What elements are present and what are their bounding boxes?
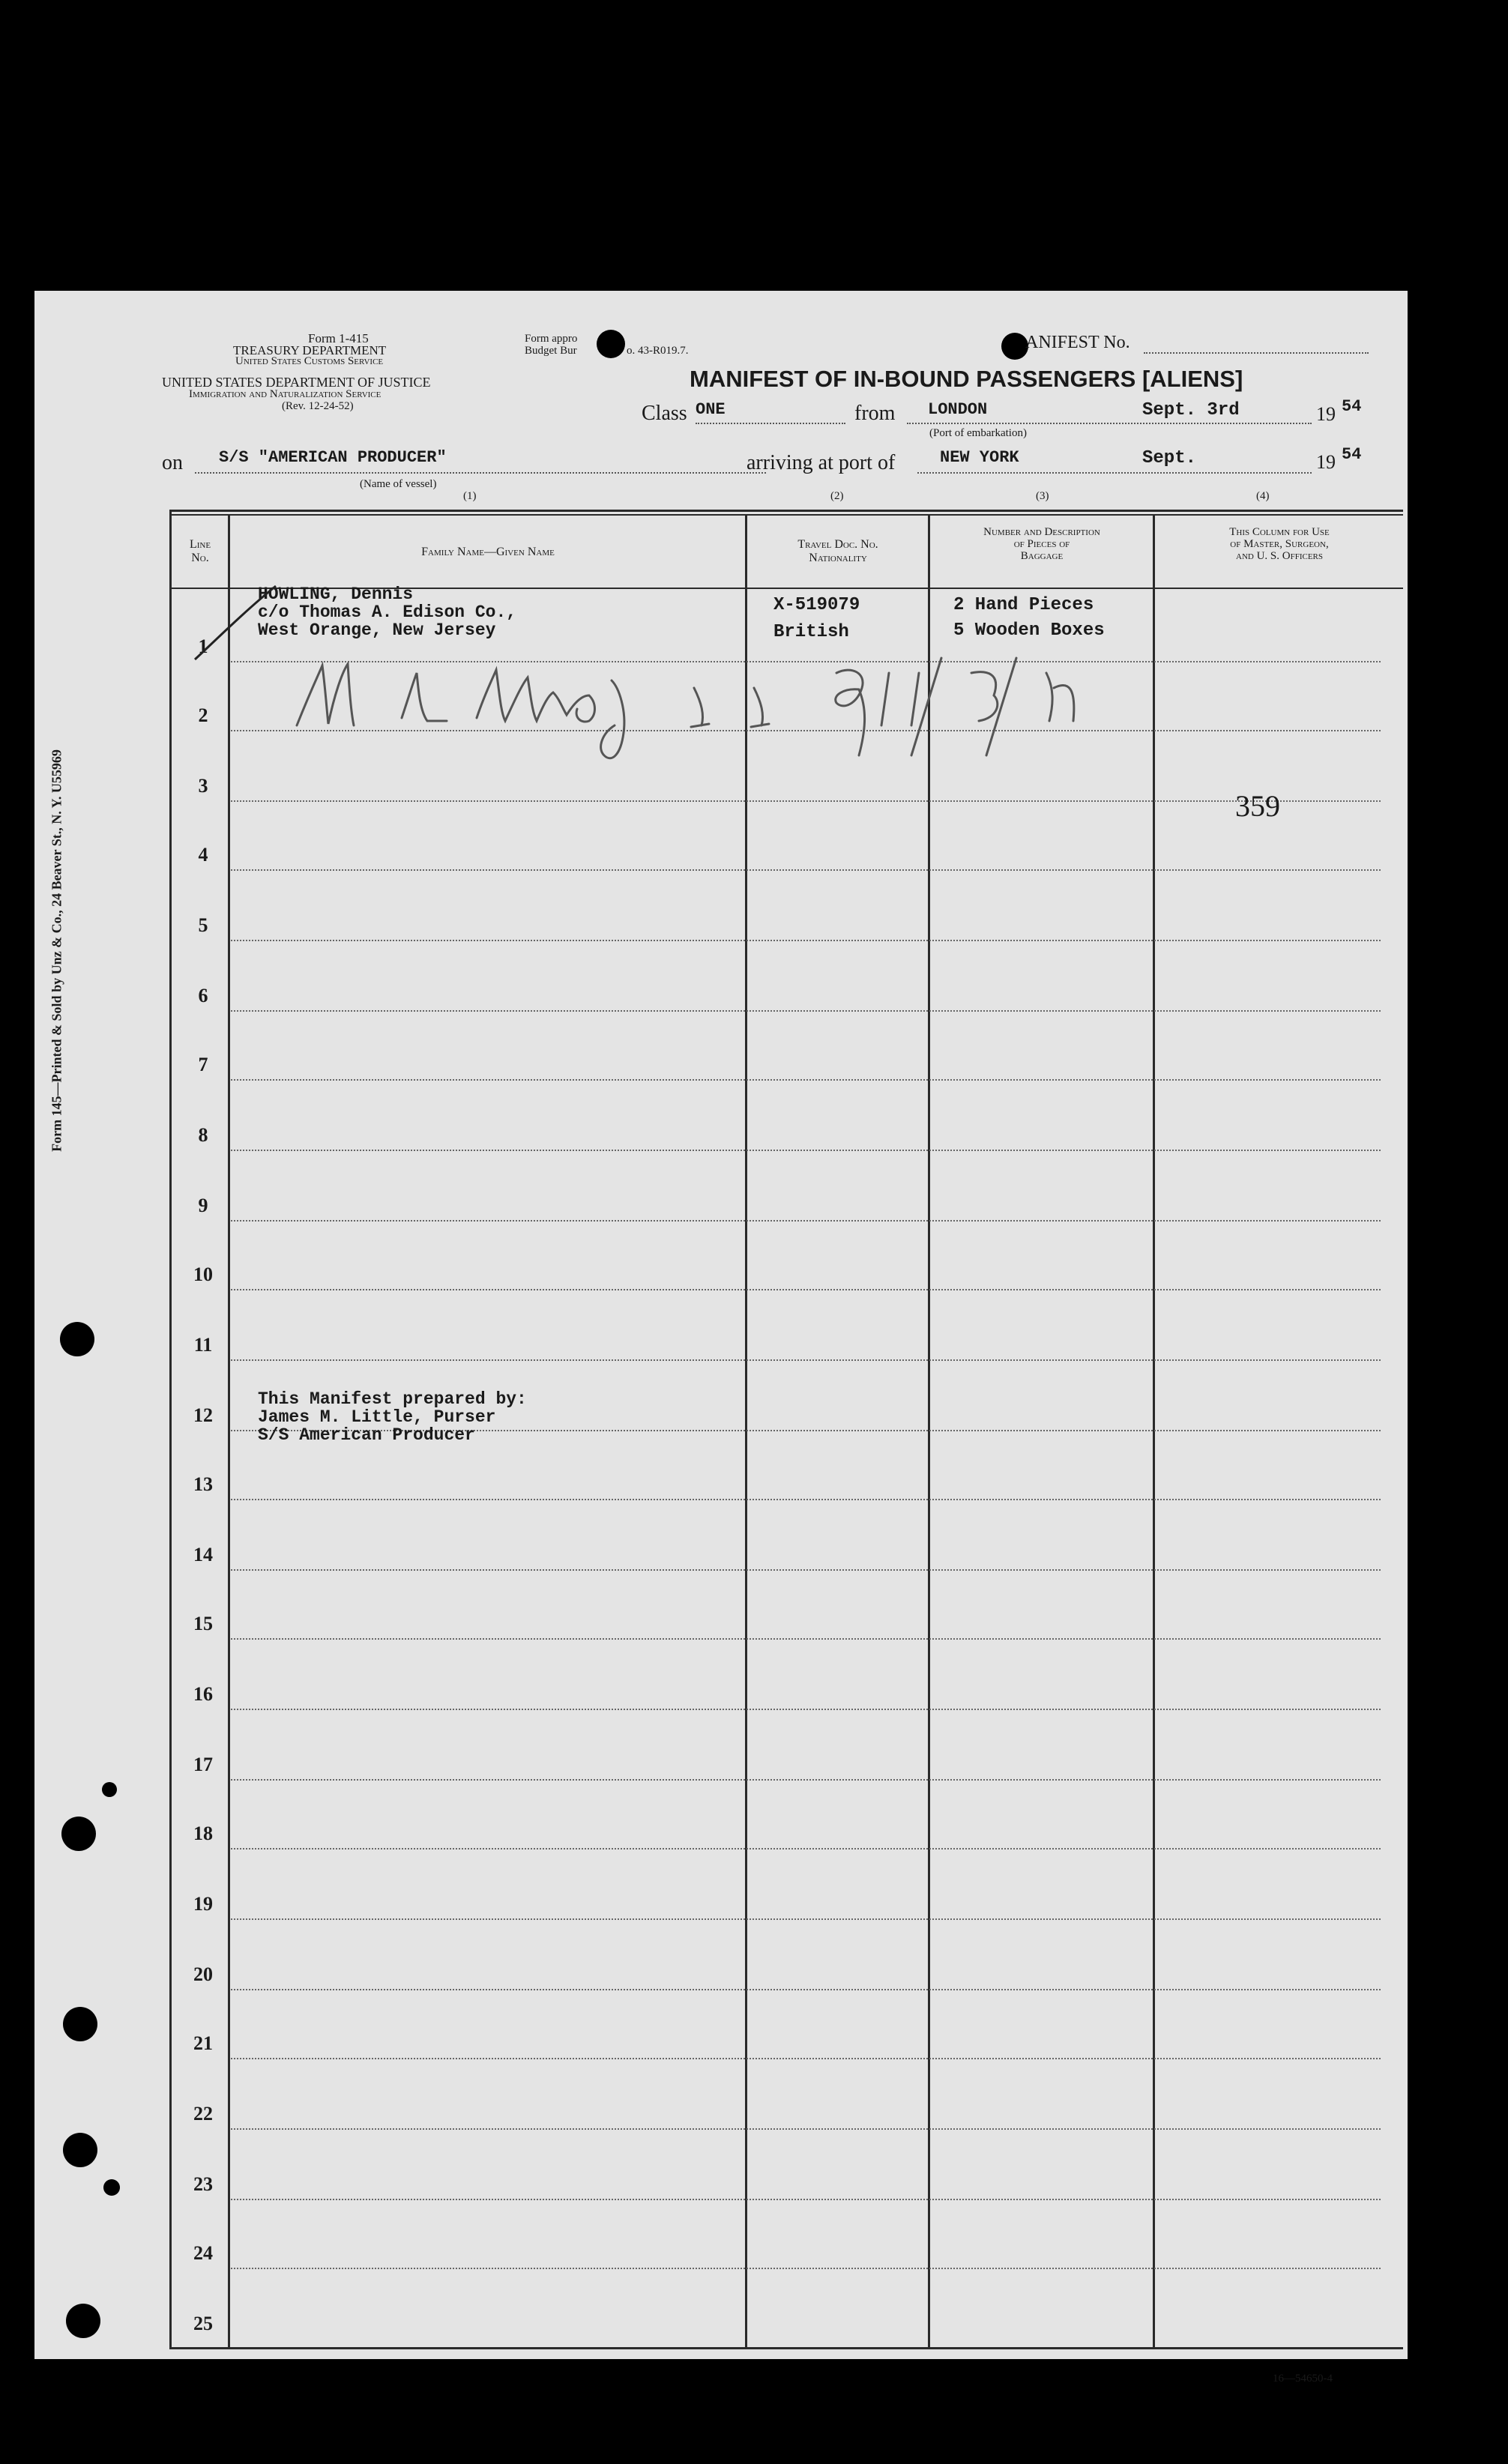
arrival-year-value: 54 bbox=[1342, 445, 1362, 464]
manifest-title: MANIFEST OF IN-BOUND PASSENGERS [ALIENS] bbox=[690, 366, 1243, 392]
header-baggage-c: Baggage bbox=[1020, 550, 1064, 562]
embark-note: (Port of embarkation) bbox=[929, 427, 1027, 439]
row-rule bbox=[231, 1709, 1381, 1710]
line-number: 14 bbox=[193, 1544, 213, 1565]
arrival-date-value: Sept. bbox=[1142, 448, 1197, 468]
line-number: 16 bbox=[193, 1683, 213, 1705]
line-number: 12 bbox=[193, 1404, 213, 1426]
punch-hole bbox=[60, 1322, 94, 1356]
row-rule bbox=[231, 1638, 1381, 1640]
row-rule bbox=[231, 1289, 1381, 1290]
passenger-address-2: West Orange, New Jersey bbox=[258, 620, 496, 640]
passenger-address-1: c/o Thomas A. Edison Co., bbox=[258, 603, 517, 622]
arrival-year-prefix: 19 bbox=[1316, 451, 1336, 473]
col-num-3: (3) bbox=[1036, 490, 1049, 502]
line-number: 6 bbox=[198, 985, 208, 1006]
header-officers-b: of Master, Surgeon, bbox=[1230, 538, 1329, 550]
header-line-b: No. bbox=[191, 552, 209, 564]
class-label: Class bbox=[642, 402, 687, 425]
line-number: 19 bbox=[193, 1893, 213, 1915]
punch-hole bbox=[63, 2007, 97, 2041]
line-number: 15 bbox=[193, 1613, 213, 1634]
row-rule bbox=[231, 940, 1381, 941]
revision: (Rev. 12-24-52) bbox=[282, 400, 354, 412]
header-line-a: Line bbox=[189, 538, 211, 551]
budget-bureau: Budget Bur bbox=[525, 345, 577, 357]
baggage-col-divider bbox=[1153, 514, 1155, 2349]
handwritten-annotation bbox=[259, 643, 1324, 763]
line-number: 1 bbox=[198, 635, 208, 657]
line-number: 8 bbox=[198, 1124, 208, 1146]
header-travel-a: Travel Doc. No. bbox=[797, 538, 878, 551]
line-number: 24 bbox=[193, 2242, 213, 2264]
form-number: Form 1-415 bbox=[308, 331, 369, 345]
vessel-value: S/S "AMERICAN PRODUCER" bbox=[219, 448, 447, 467]
name-col-divider bbox=[745, 514, 747, 2349]
manifest-no-label: ANIFEST No. bbox=[1025, 333, 1130, 352]
header-baggage-a: Number and Description bbox=[983, 526, 1100, 538]
binding-blot bbox=[1001, 333, 1028, 360]
vessel-line bbox=[195, 472, 766, 474]
vessel-signature: S/S American Producer bbox=[258, 1425, 475, 1445]
passenger-name: HOWLING, Dennis bbox=[258, 585, 414, 604]
row-rule bbox=[231, 2268, 1381, 2269]
purser-name: James M. Little, Purser bbox=[258, 1407, 496, 1427]
line-number: 21 bbox=[193, 2032, 213, 2054]
line-number: 3 bbox=[198, 775, 208, 797]
line-number: 7 bbox=[198, 1054, 208, 1075]
from-label: from bbox=[854, 402, 896, 425]
printer-note: Form 145—Printed & Sold by Unz & Co., 24 Beaver St., N. Y. U55969 bbox=[49, 749, 64, 1152]
footer-code: 16—54650-4 bbox=[1273, 2373, 1333, 2385]
punch-hole bbox=[61, 1817, 96, 1851]
table-bottom-rule bbox=[171, 2347, 1403, 2349]
binding-blot bbox=[597, 330, 625, 358]
punch-hole bbox=[66, 2304, 100, 2338]
on-label: on bbox=[162, 451, 183, 474]
punch-hole bbox=[64, 2430, 99, 2464]
baggage-line-1: 2 Hand Pieces bbox=[953, 595, 1094, 615]
line-number: 20 bbox=[193, 1963, 213, 1985]
line-number: 4 bbox=[198, 844, 208, 866]
table-left-border bbox=[169, 510, 172, 2349]
row-rule bbox=[231, 1079, 1381, 1081]
row-rule bbox=[231, 2199, 1381, 2200]
treasury-dept: TREASURY DEPARTMENT bbox=[233, 343, 387, 357]
line-number: 18 bbox=[193, 1823, 213, 1844]
row-rule bbox=[231, 1848, 1381, 1849]
ins-service: Immigration and Naturalization Service bbox=[189, 388, 381, 400]
date-value: Sept. 3rd bbox=[1142, 400, 1240, 420]
col-num-2: (2) bbox=[830, 490, 844, 502]
row-rule bbox=[231, 1150, 1381, 1151]
manifest-no-line bbox=[1144, 352, 1369, 354]
travel-doc-number: X-519079 bbox=[773, 595, 860, 615]
nationality: British bbox=[773, 622, 849, 642]
line-number: 22 bbox=[193, 2103, 213, 2125]
justice-dept: UNITED STATES DEPARTMENT OF JUSTICE bbox=[162, 375, 431, 390]
baggage-line-2: 5 Wooden Boxes bbox=[953, 620, 1105, 641]
line-number: 2 bbox=[198, 704, 208, 726]
punch-hole bbox=[102, 1782, 117, 1797]
header-officers-a: This Column for Use bbox=[1229, 526, 1330, 538]
row-rule bbox=[231, 869, 1381, 871]
line-number: 25 bbox=[193, 2313, 213, 2334]
line-number: 17 bbox=[193, 1754, 213, 1775]
manifest-sheet bbox=[34, 291, 1408, 2385]
header-officers-c: and U. S. Officers bbox=[1236, 550, 1323, 562]
col-num-4: (4) bbox=[1256, 490, 1270, 502]
from-line bbox=[907, 423, 1312, 424]
row-rule bbox=[231, 1989, 1381, 1990]
from-value: LONDON bbox=[928, 400, 988, 419]
row-rule bbox=[231, 800, 1381, 802]
class-value: ONE bbox=[696, 400, 726, 419]
punch-hole bbox=[63, 2133, 97, 2167]
year-value: 54 bbox=[1342, 397, 1362, 416]
line-number: 13 bbox=[193, 1473, 213, 1495]
row-rule bbox=[231, 2128, 1381, 2130]
doc-col-divider bbox=[928, 514, 930, 2349]
prepared-by-label: This Manifest prepared by: bbox=[258, 1389, 527, 1409]
header-baggage-b: of Pieces of bbox=[1013, 538, 1070, 550]
class-line bbox=[696, 423, 845, 424]
row-rule bbox=[231, 1010, 1381, 1012]
port-line bbox=[917, 472, 1312, 474]
year-prefix: 19 bbox=[1316, 403, 1336, 425]
line-number: 11 bbox=[193, 1334, 213, 1356]
vessel-note: (Name of vessel) bbox=[360, 478, 437, 490]
row-rule bbox=[231, 2058, 1381, 2059]
line-number: 10 bbox=[193, 1263, 213, 1285]
table-top-rule bbox=[169, 510, 1403, 512]
row-rule bbox=[231, 1569, 1381, 1571]
header-travel-b: Nationality bbox=[809, 552, 867, 564]
row-rule bbox=[231, 1359, 1381, 1361]
arriving-label: arriving at port of bbox=[747, 451, 896, 474]
line-number: 9 bbox=[198, 1195, 208, 1216]
port-value: NEW YORK bbox=[940, 448, 1019, 467]
col-num-1: (1) bbox=[463, 490, 477, 502]
officer-stamp-number: 359 bbox=[1235, 789, 1280, 823]
row-rule bbox=[231, 1918, 1381, 1920]
line-number: 23 bbox=[193, 2173, 213, 2195]
row-rule bbox=[231, 1499, 1381, 1500]
budget-number: o. 43-R019.7. bbox=[627, 345, 689, 357]
line-number: 5 bbox=[198, 914, 208, 936]
row-rule bbox=[231, 1220, 1381, 1222]
header-name: Family Name—Given Name bbox=[421, 546, 555, 558]
punch-hole bbox=[103, 2179, 120, 2196]
table-top-rule-2 bbox=[169, 514, 1403, 516]
row-rule bbox=[231, 1779, 1381, 1781]
form-approved: Form appro bbox=[525, 333, 578, 345]
customs-service: United States Customs Service bbox=[235, 355, 384, 367]
